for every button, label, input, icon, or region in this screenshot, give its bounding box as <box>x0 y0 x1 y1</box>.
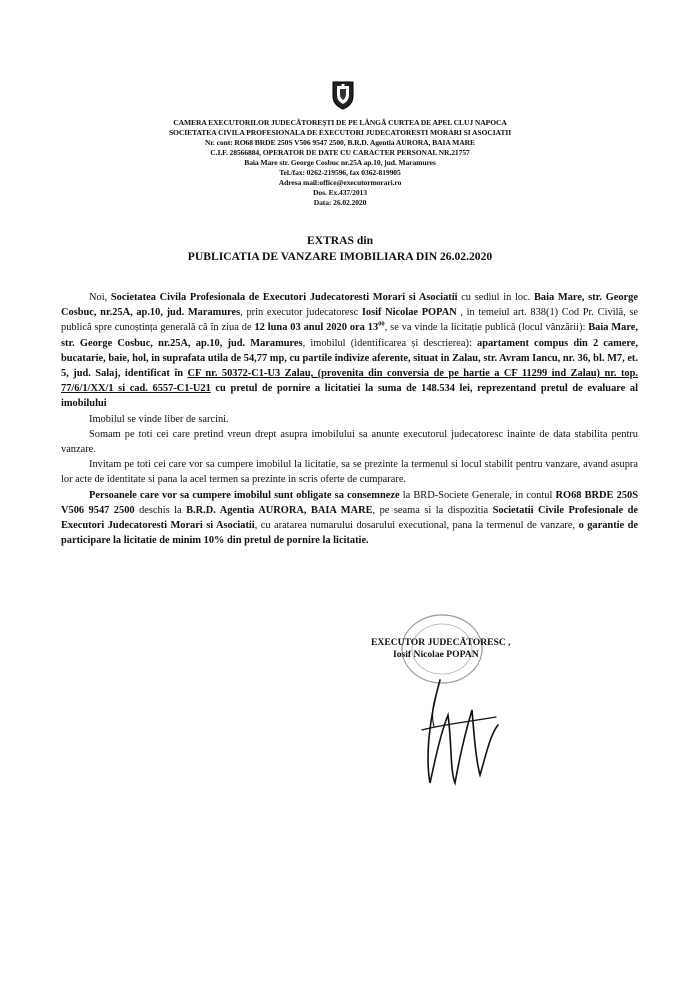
executor-signed-name: Iosif Nicolae POPAN <box>393 649 479 660</box>
text-run: , se va vinde la licitație publică (locul vânzării): <box>384 322 589 334</box>
text-run: la BRD-Societe Generale, in contul <box>399 489 556 501</box>
document-title <box>80 233 600 265</box>
text-run: , in temeiul art. 838(1) Cod Pr. Civilă, se publică spre cunoștința generală că în ziua de <box>61 307 638 334</box>
auction-date-text: 12 luna 03 anul 2020 ora 13 <box>254 322 379 334</box>
text-run: , prin executor judecatoresc <box>240 307 362 319</box>
land-registry-reference: CF nr. 50372-C1-U3 Zalau, (provenita din conversia de pe hartie a CF 11299 ind Zalau) nr. top. 77/6/1/XX/1 si cad. 6557-C1-U21 <box>61 368 638 395</box>
text-run: cu sediul in loc. <box>457 292 534 303</box>
letterhead-line-company: SOCIETATEA CIVILA PROFESIONALA DE EXECUTORI JUDECATORESTI MORARI SI ASOCIATII <box>168 128 512 137</box>
paragraph-summons: Somam pe toti cei care pretind vreun drept asupra imobilului sa anunte executorul judecatoresc inainte de data stabilita pentru vanzare. <box>61 428 638 456</box>
paragraph-invitation: Invitam pe toti cei care vor sa cumpere imobilul la licitatie, sa se prezinte la termenul si locul stabilit pentru vanzare, avand asupra lor acte de identitate si pana la acel termen sa prezinte in scris oferte de cumparare. <box>61 459 638 486</box>
paragraph-no-encumbrances: Imobilul se vinde liber de sarcini. <box>89 413 229 425</box>
letterhead-line-cif: C.I.F. 28566884, OPERATOR DE DATE CU CARACTER PERSONAL NR.21757 <box>210 148 470 157</box>
beneficiary-name: Societatii Civile Profesionale de Executori Judecatoresti Morari si Asociatii <box>61 504 638 532</box>
signature-block <box>371 637 571 661</box>
coat-of-arms-icon <box>330 80 356 110</box>
paragraph-guarantee <box>61 488 638 549</box>
letterhead <box>120 118 560 208</box>
executor-title: EXECUTOR JUDECĂTORESC , <box>371 637 511 648</box>
text-run: deschis la <box>134 504 187 516</box>
letterhead-line-chamber: CAMERA EXECUTORILOR JUDECĂTOREȘTI DE PE LÂNGĂ CURTEA DE APEL CLUJ NAPOCA <box>173 118 507 127</box>
paragraph-announcement <box>61 290 638 412</box>
letterhead-line-email: Adresa mail:office@executormorari.ro <box>278 178 402 187</box>
title-line-2: PUBLICATIA DE VANZARE IMOBILIARA DIN 26.02.2020 <box>187 250 493 263</box>
title-line-1: EXTRAS din <box>306 234 374 247</box>
guarantee-amount: o garantie de participare la licitatie de minim 10% din pretul de pornire la licitatie. <box>61 520 638 547</box>
letterhead-line-file-number: Dos. Ex.437/2013 <box>313 188 367 197</box>
bank-account: RO68 BRDE 250S V506 9547 2500 <box>61 489 639 516</box>
text-run: Noi, <box>89 292 111 303</box>
text-run: , cu aratarea numarului dosarului executional, pana la termenul de vanzare, <box>254 520 579 532</box>
letterhead-line-address: Baia Mare str. George Cosbuc nr.25A ap.10, jud. Maramures <box>244 158 436 167</box>
letterhead-line-date: Data: 26.02.2020 <box>313 198 367 207</box>
property-description: apartament compus din 2 camere, bucatarie, baie, hol, in suprafata utila de 54,77 mp, cu partile indivize aferente, situat in Zalau, str. Avram Iancu, nr. 36, bl. M7, et. 5, jud. Salaj, identificat în <box>61 337 639 380</box>
auction-minutes: 00 <box>378 320 385 328</box>
handwritten-signature-icon <box>400 675 510 790</box>
document-body <box>61 290 638 548</box>
company-name: Societatea Civila Profesionala de Executori Judecatoresti Morari si Asociatii <box>110 292 458 303</box>
starting-price: cu pretul de pornire a licitatiei la suma de 148.534 lei, reprezentand pretul de evaluare al imobilului <box>61 383 638 410</box>
auction-date <box>254 322 384 333</box>
bank-branch: B.R.D. Agentia AURORA, BAIA MARE <box>186 504 373 516</box>
guarantee-obligation: Persoanele care vor sa cumpere imobilul sunt obligate sa consemneze <box>89 489 400 501</box>
text-run: , imobilul (identificarea și descrierea): <box>302 337 477 349</box>
company-address: Baia Mare, str. George Cosbuc, nr.25A, ap.10, jud. Maramures <box>61 292 638 319</box>
executor-name: Iosif Nicolae POPAN <box>361 307 457 319</box>
letterhead-line-phone: Tel./fax: 0262-219596, fax 0362-819905 <box>279 168 401 177</box>
text-run: , pe seama si la dispozitia <box>372 504 493 516</box>
letterhead-line-account: Nr. cont: RO68 BRDE 250S V506 9547 2500, B.R.D. Agentia AURORA, BAIA MARE <box>205 138 475 147</box>
auction-location: Baia Mare, str. George Cosbuc, nr.25A, ap.10, jud. Maramures <box>61 322 639 349</box>
